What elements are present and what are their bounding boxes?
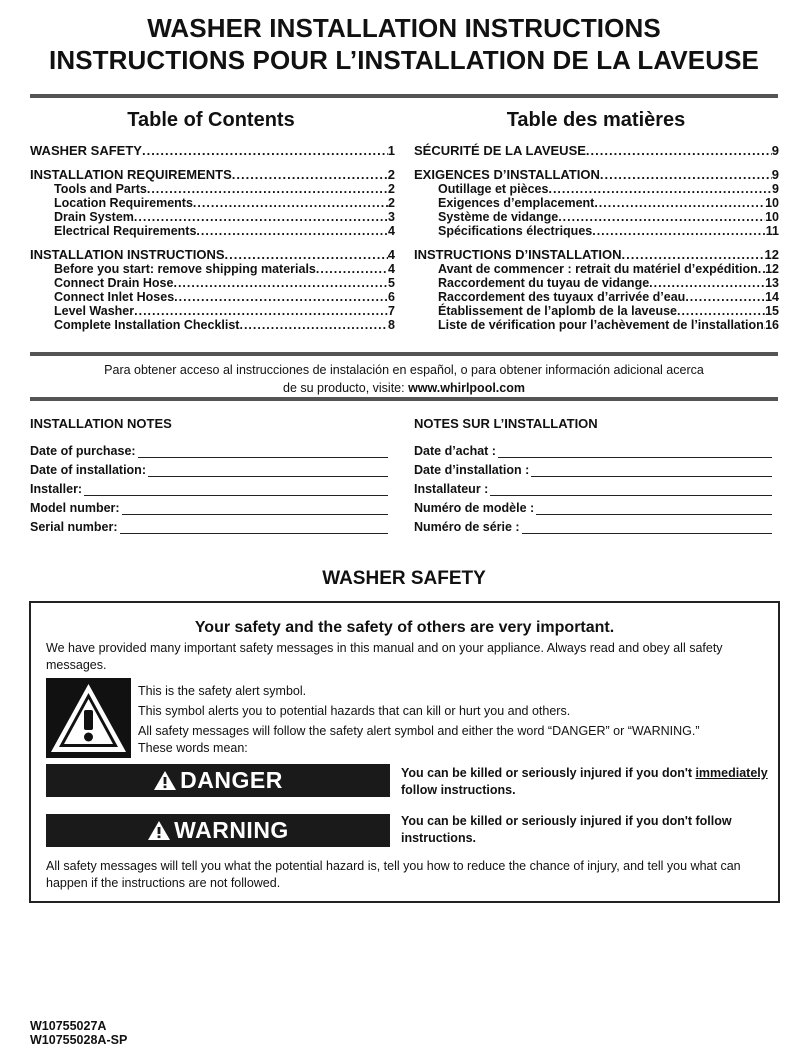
- toc-leader-dots: [232, 168, 388, 182]
- note-field-label: Date of purchase:: [30, 444, 136, 458]
- note-field: [414, 496, 772, 515]
- toc-english: [30, 144, 395, 332]
- toc-heading-french: Table des matières: [506, 109, 686, 131]
- warning-triangle-icon: [46, 678, 131, 758]
- toc-leader-dots: [134, 210, 388, 224]
- toc-sub-entry[interactable]: [414, 318, 779, 332]
- toc-leader-dots: [592, 224, 766, 238]
- toc-sub-entry[interactable]: [414, 276, 779, 290]
- note-field: [30, 439, 388, 458]
- toc-page-number: 12: [764, 247, 779, 262]
- note-field-label: Date of installation:: [30, 463, 146, 477]
- toc-leader-dots: [174, 290, 388, 304]
- toc-entry-label: Raccordement des tuyaux d’arrivée d’eau: [438, 290, 686, 304]
- note-field-label: Installateur :: [414, 482, 489, 496]
- part-number-1: W10755027A: [30, 1019, 107, 1033]
- toc-sub-entry[interactable]: [414, 304, 779, 318]
- note-fill-line[interactable]: [490, 483, 772, 496]
- divider: [30, 94, 778, 98]
- toc-sub-entry[interactable]: [414, 182, 779, 196]
- toc-page-number: 11: [765, 224, 779, 238]
- spanish-info-note: [0, 361, 808, 397]
- toc-leader-dots: [586, 144, 772, 158]
- toc-page-number: 16: [765, 318, 779, 332]
- toc-entry-label: Drain System: [54, 210, 134, 224]
- toc-entry-label: Connect Inlet Hoses: [54, 290, 175, 304]
- safety-box-heading: Your safety and the safety of others are very important.: [194, 619, 615, 636]
- toc-sub-entry[interactable]: [414, 262, 779, 276]
- note-field: [414, 477, 772, 496]
- toc-section-entry[interactable]: [414, 144, 779, 158]
- toc-entry-label: Connect Drain Hose: [54, 276, 174, 290]
- note-field-label: Installer:: [30, 482, 83, 496]
- note-fill-line[interactable]: [498, 445, 772, 458]
- toc-page-number: 4: [388, 262, 395, 276]
- toc-page-number: 2: [387, 167, 395, 182]
- toc-entry-label: WASHER SAFETY: [30, 143, 142, 158]
- toc-page-number: 15: [765, 304, 779, 318]
- divider: [30, 397, 778, 401]
- toc-entry-label: Complete Installation Checklist: [54, 318, 240, 332]
- note-field: [414, 439, 772, 458]
- toc-leader-dots: [225, 248, 388, 262]
- note-field-label: Numéro de modèle :: [414, 501, 535, 515]
- toc-page-number: 14: [765, 290, 779, 304]
- toc-leader-dots: [134, 304, 388, 318]
- note-fill-line[interactable]: [120, 521, 388, 534]
- alert-triangle-icon: [153, 770, 177, 791]
- toc-leader-dots: [558, 210, 765, 224]
- toc-page-number: 3: [388, 210, 395, 224]
- toc-page-number: 5: [388, 276, 395, 290]
- toc-leader-dots: [173, 276, 388, 290]
- toc-sub-entry[interactable]: [414, 290, 779, 304]
- toc-sub-entry[interactable]: [30, 276, 395, 290]
- toc-sub-entry[interactable]: [30, 182, 395, 196]
- toc-leader-dots: [316, 262, 388, 276]
- safety-box: [29, 601, 780, 903]
- installation-notes-english: [30, 439, 388, 534]
- toc-page-number: 10: [765, 210, 779, 224]
- toc-leader-dots: [622, 248, 765, 262]
- toc-entry-label: Établissement de l’aplomb de la laveuse: [438, 304, 677, 318]
- toc-entry-label: Level Washer: [54, 304, 135, 318]
- symbol-line-2: This symbol alerts you to potential hazards that can kill or hurt you and others.: [138, 704, 571, 718]
- note-field-label: Date d’achat :: [414, 444, 496, 458]
- symbol-explanation: [138, 683, 768, 757]
- note-field: [414, 515, 772, 534]
- toc-page-number: 9: [771, 167, 779, 182]
- toc-sub-entry[interactable]: [414, 196, 779, 210]
- danger-text: [401, 765, 771, 799]
- note-field-label: Date d’installation :: [414, 463, 530, 477]
- note-fill-line[interactable]: [522, 521, 772, 534]
- symbol-line-4: These words mean:: [138, 741, 248, 755]
- divider: [30, 352, 778, 356]
- toc-sub-entry[interactable]: [414, 224, 779, 238]
- part-numbers: [30, 1019, 127, 1047]
- toc-entry-label: Avant de commencer : retrait du matériel d’expédition: [438, 262, 758, 276]
- toc-entry-label: Before you start: remove shipping materials: [54, 262, 316, 276]
- danger-label: DANGER: [180, 767, 283, 793]
- note-field-label: Model number:: [30, 501, 120, 515]
- safety-intro: We have provided many important safety messages in this manual and on your appliance. Always read and obey all safety messages.: [46, 641, 723, 672]
- warning-label: WARNING: [174, 817, 289, 843]
- toc-page-number: 13: [765, 276, 779, 290]
- toc-page-number: 10: [765, 196, 779, 210]
- toc-page-number: 8: [388, 318, 395, 332]
- danger-text-b: follow instructions.: [401, 783, 516, 797]
- toc-sub-entry[interactable]: [30, 196, 395, 210]
- toc-entry-label: Location Requirements: [54, 196, 193, 210]
- title-english: WASHER INSTALLATION INSTRUCTIONS: [147, 13, 661, 43]
- toc-leader-dots: [142, 144, 388, 158]
- note-field: [414, 458, 772, 477]
- toc-page-number: 1: [387, 143, 395, 158]
- toc-section-entry[interactable]: [30, 144, 395, 158]
- toc-sub-entry[interactable]: [30, 262, 395, 276]
- toc-page-number: 9: [772, 182, 779, 196]
- note-fill-line[interactable]: [84, 483, 388, 496]
- spanish-note-line1: Para obtener acceso al instrucciones de instalación en español, o para obtener información adicional acerca: [104, 363, 704, 377]
- website-link[interactable]: www.whirlpool.com: [408, 381, 525, 395]
- toc-page-number: 9: [771, 143, 779, 158]
- toc-leader-dots: [685, 290, 765, 304]
- toc-sub-entry[interactable]: [30, 304, 395, 318]
- toc-leader-dots: [196, 224, 388, 238]
- note-fill-line[interactable]: [536, 502, 772, 515]
- toc-section-entry[interactable]: [414, 168, 779, 182]
- toc-page-number: 4: [387, 247, 395, 262]
- toc-entry-label: Spécifications électriques: [438, 224, 593, 238]
- danger-text-emphasis: immediately: [695, 766, 768, 780]
- symbol-line-3: All safety messages will follow the safety alert symbol and either the word “DANGER” or “WARNING.”: [138, 724, 700, 738]
- note-field: [30, 496, 388, 515]
- toc-page-number: 6: [388, 290, 395, 304]
- toc-sub-entry[interactable]: [30, 210, 395, 224]
- toc-sub-entry[interactable]: [30, 318, 395, 332]
- toc-leader-dots: [594, 196, 765, 210]
- toc-entry-label: INSTALLATION REQUIREMENTS: [30, 167, 232, 182]
- washer-safety-title: WASHER SAFETY: [322, 568, 486, 589]
- toc-page-number: 12: [765, 262, 779, 276]
- toc-leader-dots: [677, 304, 765, 318]
- toc-entry-label: SÉCURITÉ DE LA LAVEUSE: [414, 143, 586, 158]
- title-french: INSTRUCTIONS POUR L’INSTALLATION DE LA LAVEUSE: [49, 45, 759, 75]
- note-field-label: Serial number:: [30, 520, 118, 534]
- toc-section-entry[interactable]: [30, 248, 395, 262]
- toc-page-number: 2: [388, 196, 395, 210]
- part-number-2: W10755028A-SP: [30, 1033, 128, 1047]
- note-field: [30, 477, 388, 496]
- installation-notes-heading: INSTALLATION NOTES: [30, 416, 172, 431]
- spanish-note-line2: [0, 379, 808, 397]
- note-fill-line[interactable]: [122, 502, 388, 515]
- toc-entry-label: Système de vidange: [438, 210, 559, 224]
- toc-entry-label: Outillage et pièces: [438, 182, 549, 196]
- alert-triangle-icon: [147, 820, 171, 841]
- toc-page-number: 2: [388, 182, 395, 196]
- danger-text-a: You can be killed or seriously injured if you don't: [401, 766, 696, 780]
- toc-leader-dots: [649, 276, 765, 290]
- toc-entry-label: INSTRUCTIONS D’INSTALLATION: [414, 247, 622, 262]
- toc-entry-label: Tools and Parts: [54, 182, 147, 196]
- toc-page-number: 7: [388, 304, 395, 318]
- symbol-line-1: This is the safety alert symbol.: [138, 684, 307, 698]
- toc-french: [414, 144, 779, 332]
- toc-entry-label: EXIGENCES D’INSTALLATION: [414, 167, 600, 182]
- warning-text: You can be killed or seriously injured if you don't follow instructions.: [401, 814, 732, 845]
- installation-notes-french: [414, 439, 772, 534]
- toc-sub-entry[interactable]: [414, 210, 779, 224]
- toc-entry-label: Liste de vérification pour l’achèvement de l’installation: [438, 318, 764, 332]
- toc-entry-label: INSTALLATION INSTRUCTIONS: [30, 247, 225, 262]
- note-fill-line[interactable]: [531, 464, 772, 477]
- toc-section-entry[interactable]: [30, 168, 395, 182]
- toc-leader-dots: [193, 196, 388, 210]
- note-fill-line[interactable]: [138, 445, 388, 458]
- installation-notes-heading-french: NOTES SUR L’INSTALLATION: [414, 416, 598, 431]
- note-field: [30, 458, 388, 477]
- toc-leader-dots: [548, 182, 772, 196]
- toc-page-number: 4: [388, 224, 395, 238]
- toc-leader-dots: [600, 168, 772, 182]
- toc-heading-english: Table of Contents: [127, 109, 295, 131]
- spanish-note-prefix: de su producto, visite:: [283, 381, 409, 395]
- toc-sub-entry[interactable]: [30, 290, 395, 304]
- toc-entry-label: Raccordement du tuyau de vidange: [438, 276, 650, 290]
- toc-leader-dots: [758, 262, 765, 276]
- safety-closing: All safety messages will tell you what the potential hazard is, tell you how to reduce the chance of injury, and tell you what can happen if the instructions are not followed.: [46, 859, 741, 890]
- toc-leader-dots: [147, 182, 388, 196]
- note-field: [30, 515, 388, 534]
- toc-entry-label: Exigences d’emplacement: [438, 196, 595, 210]
- warning-signal-word: [46, 814, 390, 847]
- toc-section-entry[interactable]: [414, 248, 779, 262]
- toc-entry-label: Electrical Requirements: [54, 224, 197, 238]
- safety-alert-symbol: [46, 678, 131, 758]
- note-fill-line[interactable]: [148, 464, 388, 477]
- toc-sub-entry[interactable]: [30, 224, 395, 238]
- danger-signal-word: [46, 764, 390, 797]
- toc-leader-dots: [239, 318, 388, 332]
- note-field-label: Numéro de série :: [414, 520, 520, 534]
